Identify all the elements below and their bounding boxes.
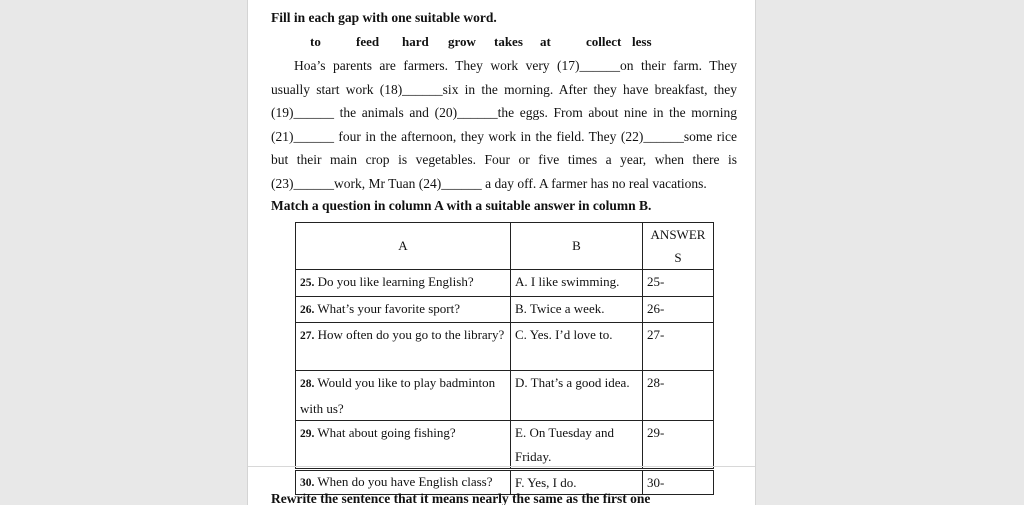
matching-table (295, 222, 714, 469)
word-bank-item: feed (356, 34, 380, 49)
page-break-divider (248, 466, 755, 467)
document-page (247, 0, 756, 505)
table-row (296, 270, 714, 297)
column-a-header: A (296, 223, 511, 270)
word-bank-item: grow (448, 34, 476, 49)
question-text: What about going fishing? (314, 425, 456, 440)
match-heading: Match a question in column A with a suitable answer in column B. (271, 198, 652, 213)
answers-header: ANSWERS (643, 223, 714, 270)
answer-slot[interactable]: 29- (643, 421, 714, 469)
question-number: 27. (300, 330, 315, 342)
answer-slot[interactable]: 26- (643, 296, 714, 323)
table-row (296, 296, 714, 323)
table-row (296, 421, 714, 469)
fill-gap-heading: Fill in each gap with one suitable word. (271, 10, 497, 25)
table-row (296, 371, 714, 421)
answer-slot[interactable]: 28- (643, 371, 714, 421)
answer-text: F. Yes, I do. (511, 471, 643, 495)
question-number: 29. (300, 428, 315, 440)
column-b-header: B (511, 223, 643, 270)
gap-fill-paragraph (271, 54, 737, 195)
word-bank-item: less (632, 34, 652, 49)
question-text: How often do you go to the library? (314, 327, 505, 342)
question-text: When do you have English class? (314, 474, 493, 489)
paragraph-text: Hoa’s parents are farmers. They work very (17)______on their farm. They usually start work (18)______six in the morning. After they have breakfast, they (19)______ the animals and (20)______the eggs. From about nine in the morning (21)______ four in the afternoon, they work in the field. They (22)______some rice but their main crop is vegetables. Four or five times a year, when there is (23)______work, Mr Tuan (24)______ a day off. A farmer has no real vacations. (271, 58, 737, 191)
answer-text: D. That’s a good idea. (511, 371, 643, 421)
answer-slot[interactable]: 25- (643, 270, 714, 297)
answer-slot[interactable]: 30- (643, 471, 714, 495)
word-bank-item: takes (494, 34, 523, 49)
answer-text: E. On Tuesday and Friday. (511, 421, 643, 469)
word-bank-item: collect (586, 34, 622, 49)
question-text: Would you like to play badminton with us? (300, 375, 496, 416)
question-text: What’s your favorite sport? (314, 300, 460, 316)
question-text: Do you like learning English? (314, 274, 474, 289)
question-number: 28. (300, 378, 315, 390)
answer-text: A. I like swimming. (511, 270, 643, 297)
rewrite-heading: Rewrite the sentence that it means nearly the same as the first one (271, 491, 651, 505)
answer-text: C. Yes. I’d love to. (511, 323, 643, 371)
answer-text: B. Twice a week. (511, 296, 643, 323)
table-row (296, 323, 714, 371)
question-number: 25. (300, 277, 315, 289)
answer-slot[interactable]: 27- (643, 323, 714, 371)
question-number: 26. (300, 303, 315, 316)
word-bank-item: at (540, 34, 551, 49)
word-bank-item: to (310, 34, 321, 49)
word-bank-item: hard (402, 34, 429, 49)
table-header-row (296, 223, 714, 270)
question-number: 30. (300, 477, 315, 489)
